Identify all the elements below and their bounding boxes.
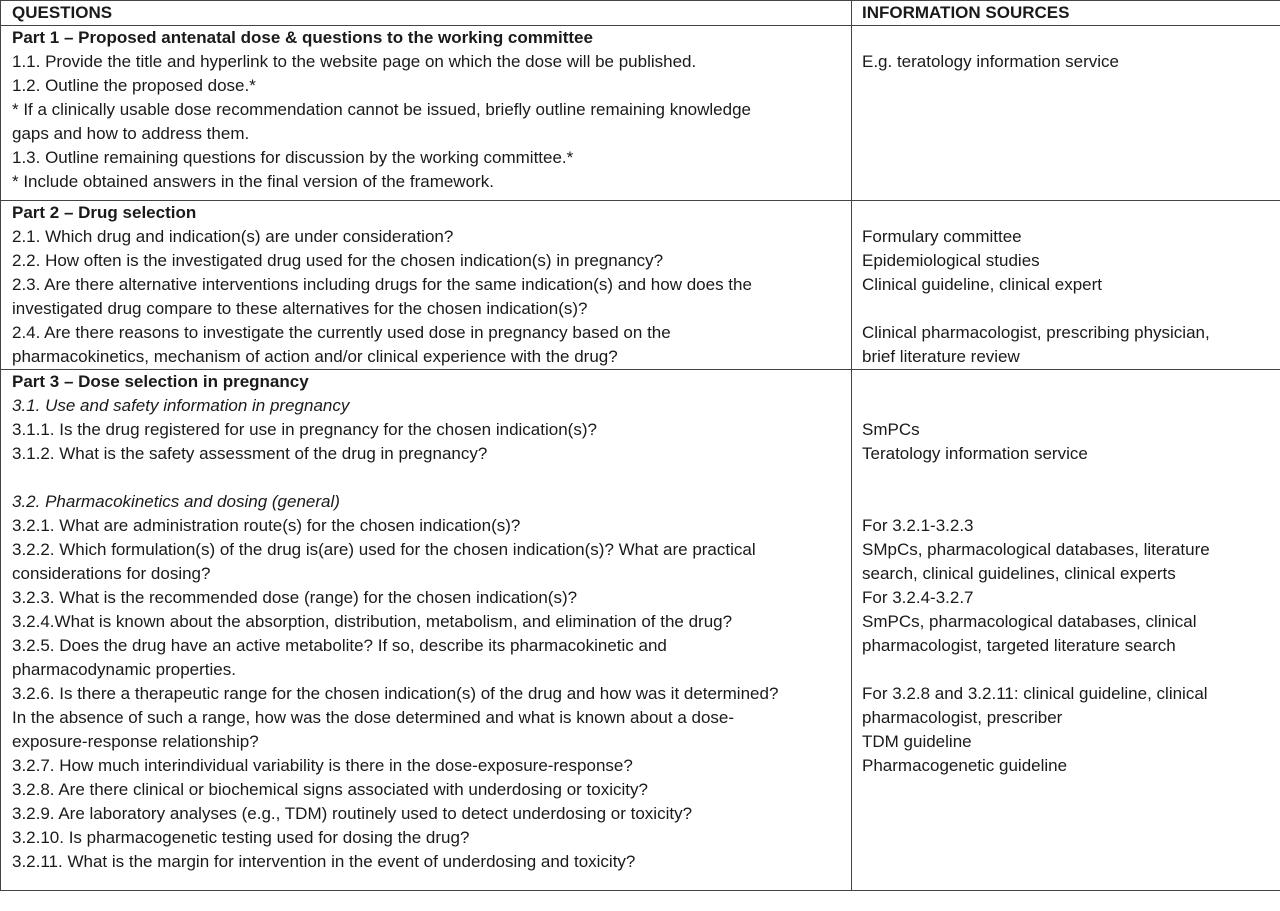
question-3-2-2-line2: considerations for dosing? bbox=[12, 564, 211, 583]
question-3-2-5-line2: pharmacodynamic properties. bbox=[12, 660, 236, 679]
part2-row bbox=[1, 201, 1280, 370]
question-3-2-8: 3.2.8. Are there clinical or biochemical signs associated with underdosing or toxicity? bbox=[12, 780, 648, 799]
question-1-2: 1.2. Outline the proposed dose.* bbox=[12, 76, 256, 95]
header-questions: QUESTIONS bbox=[1, 1, 852, 26]
question-3-2-1: 3.2.1. What are administration route(s) for the chosen indication(s)? bbox=[12, 516, 521, 535]
question-3-2-6-line2: In the absence of such a range, how was the dose determined and what is known about a dose- bbox=[12, 708, 735, 727]
part1-title: Part 1 – Proposed antenatal dose & questions to the working committee bbox=[12, 28, 593, 47]
question-3-2-4: 3.2.4.What is known about the absorption, distribution, metabolism, and elimination of the drug? bbox=[12, 612, 733, 631]
question-3-2-3: 3.2.3. What is the recommended dose (range) for the chosen indication(s)? bbox=[12, 588, 578, 607]
subsection-3-1: 3.1. Use and safety information in pregnancy bbox=[12, 396, 350, 415]
source-for-3-2-8-line1: For 3.2.8 and 3.2.11: clinical guideline, clinical bbox=[862, 684, 1208, 703]
question-3-2-10: 3.2.10. Is pharmacogenetic testing used for dosing the drug? bbox=[12, 828, 470, 847]
question-3-2-6-line1: 3.2.6. Is there a therapeutic range for the chosen indication(s) of the drug and how was it determined? bbox=[12, 684, 779, 703]
part1-questions bbox=[1, 26, 852, 201]
header-row bbox=[1, 1, 1280, 26]
source-3-2-1-line2: search, clinical guidelines, clinical experts bbox=[862, 564, 1176, 583]
question-3-2-11: 3.2.11. What is the margin for intervention in the event of underdosing and toxicity? bbox=[12, 852, 636, 871]
source-for-3-2-4: For 3.2.4-3.2.7 bbox=[862, 588, 974, 607]
question-2-2: 2.2. How often is the investigated drug used for the chosen indication(s) in pregnancy? bbox=[12, 251, 664, 270]
header-information-sources: INFORMATION SOURCES bbox=[852, 1, 1280, 26]
part1-row bbox=[1, 26, 1280, 201]
source-for-3-2-8-line2: pharmacologist, prescriber bbox=[862, 708, 1063, 727]
question-1-2-note-line2: gaps and how to address them. bbox=[12, 124, 250, 143]
question-1-1: 1.1. Provide the title and hyperlink to the website page on which the dose will be published. bbox=[12, 52, 697, 71]
question-3-2-5-line1: 3.2.5. Does the drug have an active metabolite? If so, describe its pharmacokinetic and bbox=[12, 636, 667, 655]
source-for-3-2-1: For 3.2.1-3.2.3 bbox=[862, 516, 974, 535]
question-3-1-2: 3.1.2. What is the safety assessment of the drug in pregnancy? bbox=[12, 444, 488, 463]
source-2-1: Formulary committee bbox=[862, 227, 1022, 246]
part3-questions bbox=[1, 370, 852, 891]
question-2-1: 2.1. Which drug and indication(s) are under consideration? bbox=[12, 227, 454, 246]
question-3-2-9: 3.2.9. Are laboratory analyses (e.g., TDM) routinely used to detect underdosing or toxicity? bbox=[12, 804, 693, 823]
source-3-1-1: SmPCs bbox=[862, 420, 920, 439]
part2-sources bbox=[852, 201, 1280, 370]
part3-row bbox=[1, 370, 1280, 891]
question-1-3: 1.3. Outline remaining questions for discussion by the working committee.* bbox=[12, 148, 574, 167]
source-pharmacogenetic-guideline: Pharmacogenetic guideline bbox=[862, 756, 1068, 775]
source-1: E.g. teratology information service bbox=[862, 52, 1120, 71]
source-tdm-guideline: TDM guideline bbox=[862, 732, 972, 751]
part3-sources bbox=[852, 370, 1280, 891]
source-2-2: Epidemiological studies bbox=[862, 251, 1040, 270]
subsection-3-2: 3.2. Pharmacokinetics and dosing (general) bbox=[12, 492, 340, 511]
source-3-2-4-line2: pharmacologist, targeted literature search bbox=[862, 636, 1176, 655]
question-3-2-6-line3: exposure-response relationship? bbox=[12, 732, 259, 751]
source-2-4-line2: brief literature review bbox=[862, 347, 1020, 366]
source-2-3: Clinical guideline, clinical expert bbox=[862, 275, 1103, 294]
source-3-2-1-line1: SMpCs, pharmacological databases, literature bbox=[862, 540, 1210, 559]
source-3-1-2: Teratology information service bbox=[862, 444, 1088, 463]
source-3-2-4-line1: SmPCs, pharmacological databases, clinical bbox=[862, 612, 1197, 631]
part3-title: Part 3 – Dose selection in pregnancy bbox=[12, 372, 309, 391]
question-2-4-line1: 2.4. Are there reasons to investigate the currently used dose in pregnancy based on the bbox=[12, 323, 671, 342]
question-2-3-line1: 2.3. Are there alternative interventions including drugs for the same indication(s) and how does the bbox=[12, 275, 752, 294]
part1-sources bbox=[852, 26, 1280, 201]
question-1-3-note: * Include obtained answers in the final version of the framework. bbox=[12, 172, 494, 191]
part2-questions bbox=[1, 201, 852, 370]
question-3-1-1: 3.1.1. Is the drug registered for use in pregnancy for the chosen indication(s)? bbox=[12, 420, 597, 439]
question-1-2-note-line1: * If a clinically usable dose recommendation cannot be issued, briefly outline remaining knowledge bbox=[12, 100, 751, 119]
part2-title: Part 2 – Drug selection bbox=[12, 203, 197, 222]
question-3-2-7: 3.2.7. How much interindividual variability is there in the dose-exposure-response? bbox=[12, 756, 633, 775]
source-2-4-line1: Clinical pharmacologist, prescribing physician, bbox=[862, 323, 1210, 342]
question-2-3-line2: investigated drug compare to these alternatives for the chosen indication(s)? bbox=[12, 299, 588, 318]
question-3-2-2-line1: 3.2.2. Which formulation(s) of the drug is(are) used for the chosen indication(s)? What are practical bbox=[12, 540, 756, 559]
question-2-4-line2: pharmacokinetics, mechanism of action and/or clinical experience with the drug? bbox=[12, 347, 618, 366]
